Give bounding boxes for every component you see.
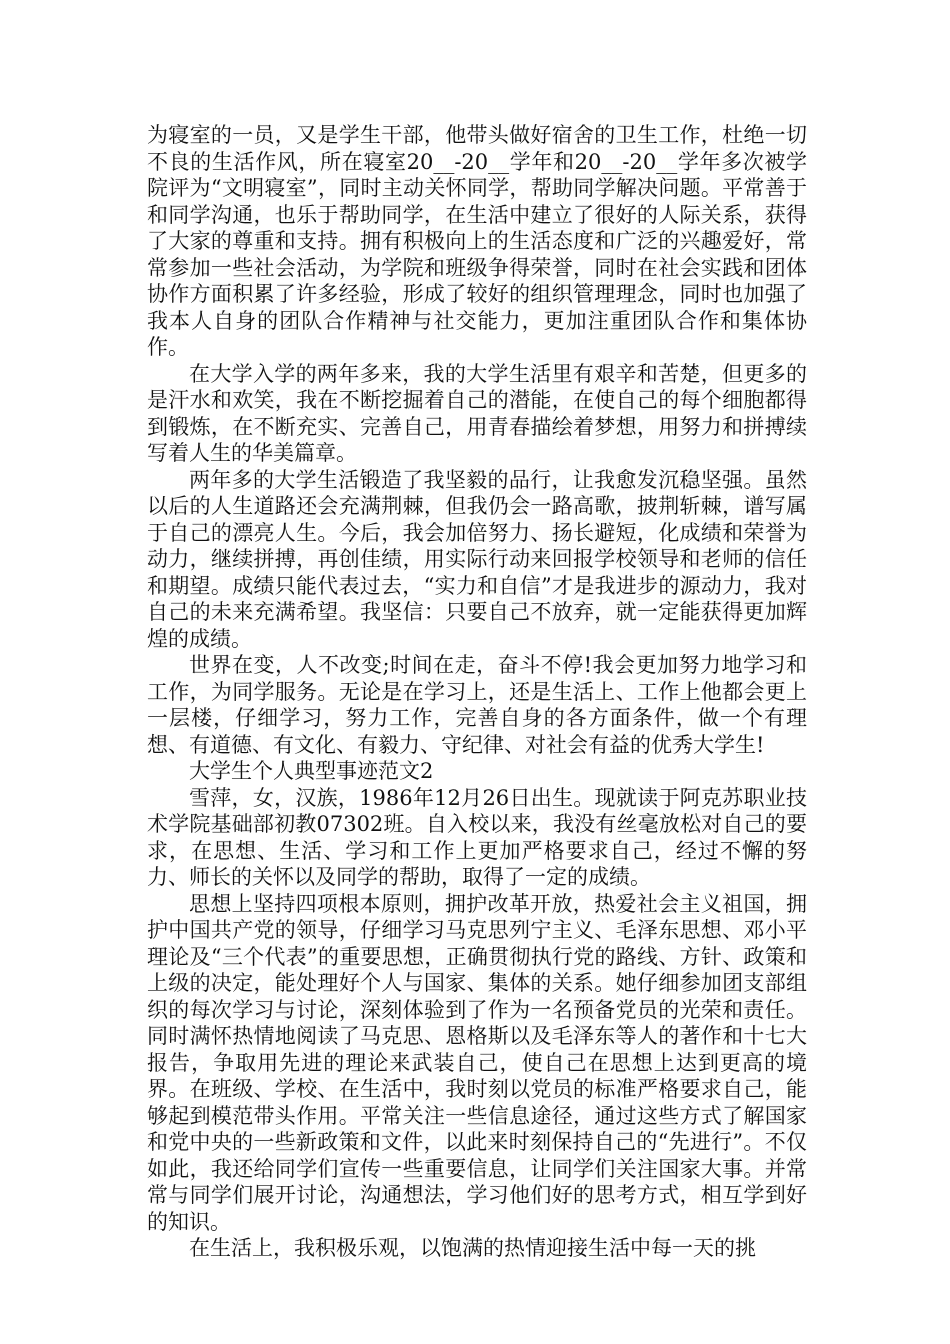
- body-paragraph-4: 世界在变，人不改变;时间在走，奋斗不停!我会更加努力地学习和工作，为同学服务。无论是在学习上，还是生活上、工作上他都会更上一层楼，仔细学习，努力工作，完善自身的各方面条件，做一个有理想、有道德、有文化、有毅力、守纪律、对社会有益的优秀大学生!: [147, 653, 807, 757]
- body-paragraph-7: 在生活上，我积极乐观，以饱满的热情迎接生活中每一天的挑: [189, 1236, 756, 1260]
- body-paragraph-6: 思想上坚持四项根本原则，拥护改革开放，热爱社会主义祖国，拥护中国共产党的领导，仔细学习马克思列宁主义、毛泽东思想、邓小平理论及“三个代表”的重要思想，正确贯彻执行党的路线、方针、政策和上级的决定，能处理好个人与国家、集体的关系。她仔细参加团支部组织的每次学习与讨论，深刻体验到了作为一名预备党员的光荣和责任。同时满怀热情地阅读了马克思、恩格斯以及毛泽东等人的著作和十七大报告，争取用先进的理论来武装自己，使自己在思想上达到更高的境界。在班级、学校、在生活中，我时刻以党员的标准严格要求自己，能够起到模范带头作用。平常关注一些信息途径，通过这些方式了解国家和党中央的一些新政策和文件，以此来时刻保持自己的“先进行”。不仅如此，我还给同学们宣传一些重要信息，让同学们关注国家大事。并常常与同学们展开讨论，沟通想法，学习他们好的思考方式，相互学到好的知识。: [147, 891, 807, 1234]
- section-heading: 大学生个人典型事迹范文2: [189, 759, 434, 783]
- body-paragraph-1: 为寝室的一员，又是学生干部，他带头做好宿舍的卫生工作，杜绝一切不良的生活作风，所在寝室20__-20__学年和20__-20__学年多次被学院评为“文明寝室”，同时主动关怀同学，帮助同学解决问题。平常善于和同学沟通，也乐于帮助同学，在生活中建立了很好的人际关系，获得了大家的尊重和支持。拥有积极向上的生活态度和广泛的兴趣爱好，常常参加一些社会活动，为学院和班级争得荣誉，同时在社会实践和团体协作方面积累了许多经验，形成了较好的组织管理理念，同时也加强了我本人自身的团队合作精神与社交能力，更加注重团队合作和集体协作。: [147, 123, 807, 359]
- body-paragraph-5: 雪萍，女，汉族，1986年12月26日出生。现就读于阿克苏职业技术学院基础部初教07302班。自入校以来，我没有丝毫放松对自己的要求，在思想、生活、学习和工作上更加严格要求自己，经过不懈的努力、师长的关怀以及同学的帮助，取得了一定的成绩。: [147, 785, 807, 889]
- document-page: [147, 122, 807, 1262]
- body-paragraph-2: 在大学入学的两年多来，我的大学生活里有艰辛和苦楚，但更多的是汗水和欢笑，我在不断挖掘着自己的潜能，在使自己的每个细胞都得到锻炼，在不断充实、完善自己，用青春描绘着梦想，用努力和拼搏续写着人生的华美篇章。: [147, 361, 807, 465]
- body-paragraph-3: 两年多的大学生活锻造了我坚毅的品行，让我愈发沉稳坚强。虽然以后的人生道路还会充满荆棘，但我仍会一路高歌，披荆斩棘，谱写属于自己的漂亮人生。今后，我会加倍努力、扬长避短，化成绩和荣誉为动力，继续拼搏，再创佳绩，用实际行动来回报学校领导和老师的信任和期望。成绩只能代表过去，“实力和自信”才是我进步的源动力，我对自己的未来充满希望。我坚信：只要自己不放弃，就一定能获得更加辉煌的成绩。: [147, 467, 807, 651]
